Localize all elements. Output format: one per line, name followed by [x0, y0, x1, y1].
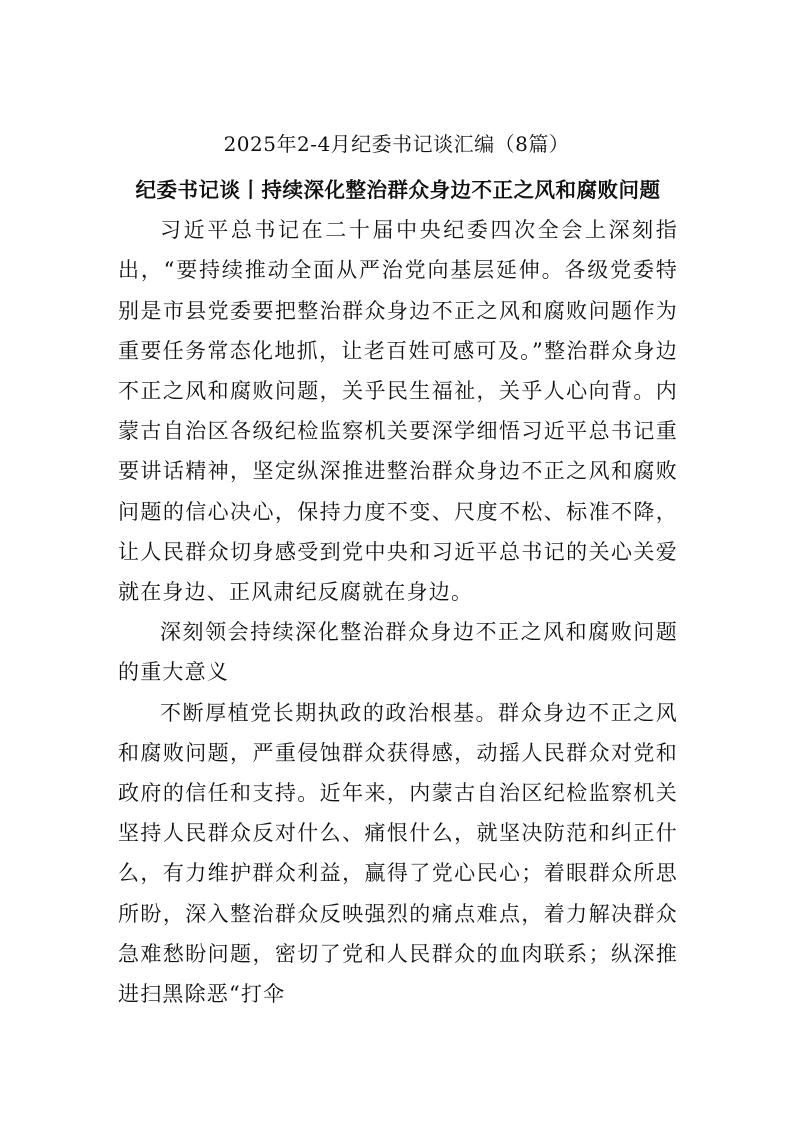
document-body [118, 170, 678, 1014]
paragraph-intro: 习近平总书记在二十届中央纪委四次全会上深刻指出，“要持续推动全面从严治党向基层延伸。各级党委特别是市县党委要把整治群众身边不正之风和腐败问题作为重要任务常态化地抓，让老百姓可感可及。”整治群众身边不正之风和腐败问题，关乎民生福祉，关乎人心向背。内蒙古自治区各级纪检监察机关要深学细悟习近平总书记重要讲话精神，坚定纵深推进整治群众身边不正之风和腐败问题的信心决心，保持力度不变、尺度不松、标准不降，让人民群众切身感受到党中央和习近平总书记的关心关爱就在身边、正风肃纪反腐就在身边。 [118, 218, 678, 605]
section-title: 纪委书记谈丨持续深化整治群众身边不正之风和腐败问题 [135, 178, 661, 202]
document-title: 2025年2-4月纪委书记谈汇编（8篇） [223, 132, 570, 156]
paragraph-subheading: 深刻领会持续深化整治群众身边不正之风和腐败问题的重大意义 [118, 620, 678, 685]
paragraph-political-foundation: 不断厚植党长期执政的政治根基。群众身边不正之风和腐败问题，严重侵蚀群众获得感，动摇人民群众对党和政府的信任和支持。近年来，内蒙古自治区纪检监察机关坚持人民群众反对什么、痛恨什么，就坚决防范和纠正什么，有力维护群众利益，赢得了党心民心；着眼群众所思所盼，深入整治群众反映强烈的痛点难点，着力解决群众急难愁盼问题，密切了党和人民群众的血肉联系；纵深推进扫黑除恶“打伞 [118, 700, 678, 1007]
